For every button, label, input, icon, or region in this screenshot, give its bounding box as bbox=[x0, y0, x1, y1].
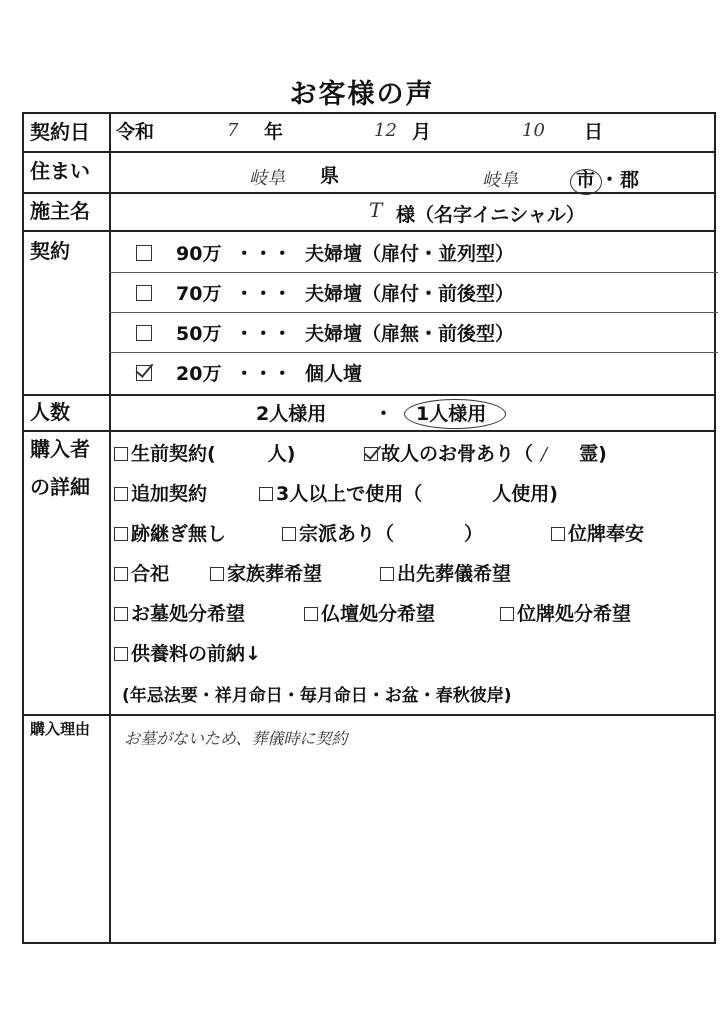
option-label: 3人以上で使用（ bbox=[276, 483, 423, 505]
page-title: お客様の声 bbox=[289, 79, 435, 110]
plan-dots: ・・・ bbox=[234, 323, 292, 345]
people-one[interactable]: 1人様用 bbox=[416, 403, 487, 425]
sect-option[interactable] bbox=[282, 520, 483, 548]
joint-option[interactable] bbox=[114, 560, 169, 588]
buyer-details-label-1: 購入者 bbox=[30, 437, 90, 461]
altar-disposal-option[interactable] bbox=[304, 600, 435, 628]
offering-note: (年忌法要・祥月命日・毎月命日・お盆・春秋彼岸) bbox=[122, 686, 512, 706]
day-unit: 日 bbox=[584, 121, 604, 143]
row-divider bbox=[109, 312, 718, 313]
plan-price: 20万 bbox=[176, 363, 222, 385]
people-separator: ・ bbox=[374, 403, 394, 425]
row-divider bbox=[24, 430, 714, 432]
row-divider bbox=[24, 394, 714, 396]
option-label: お墓処分希望 bbox=[131, 603, 246, 625]
plan-checkbox[interactable] bbox=[136, 285, 152, 301]
plan-dots: ・・・ bbox=[234, 283, 292, 305]
year-unit: 年 bbox=[264, 121, 284, 143]
option-label: 生前契約( bbox=[131, 443, 216, 465]
label-column-divider bbox=[109, 114, 111, 942]
checkbox[interactable] bbox=[114, 567, 128, 581]
plan-price: 90万 bbox=[176, 243, 222, 265]
plan-desc: 夫婦壇（扉無・前後型） bbox=[304, 323, 514, 345]
row-divider bbox=[24, 151, 714, 153]
checkbox[interactable] bbox=[551, 527, 565, 541]
plan-price: 50万 bbox=[176, 323, 222, 345]
option-unit: 霊) bbox=[579, 443, 607, 465]
reason-text: お墓がないため、葬儀時に契約 bbox=[124, 729, 348, 748]
option-label: 追加契約 bbox=[131, 483, 208, 505]
checkbox-checked[interactable] bbox=[364, 447, 378, 461]
family-funeral-option[interactable] bbox=[210, 560, 322, 588]
option-unit: 人) bbox=[267, 443, 296, 465]
additional-contract-option[interactable] bbox=[114, 480, 207, 508]
outside-funeral-option[interactable] bbox=[380, 560, 511, 588]
checkbox[interactable] bbox=[282, 527, 296, 541]
plan-checkbox[interactable] bbox=[136, 325, 152, 341]
owner-name-label: 施主名 bbox=[30, 199, 90, 223]
option-label: 供養料の前納↓ bbox=[131, 643, 261, 665]
plan-option[interactable] bbox=[136, 240, 514, 268]
people-selected-circle bbox=[404, 399, 506, 429]
owner-initial: T bbox=[369, 198, 383, 222]
option-unit: ） bbox=[464, 523, 484, 545]
checkbox[interactable] bbox=[500, 607, 514, 621]
prefecture-unit: 県 bbox=[320, 165, 340, 187]
owner-suffix: 様（名字イニシャル） bbox=[396, 204, 585, 226]
city-selected-circle bbox=[570, 169, 602, 195]
county-unit: 郡 bbox=[620, 169, 640, 191]
checkbox[interactable] bbox=[210, 567, 224, 581]
plan-option[interactable] bbox=[136, 280, 514, 308]
plan-checkbox[interactable] bbox=[136, 245, 152, 261]
address-separator: ・ bbox=[600, 169, 620, 191]
row-divider bbox=[24, 230, 714, 232]
checkbox[interactable] bbox=[380, 567, 394, 581]
address-label: 住まい bbox=[30, 159, 90, 183]
checkbox[interactable] bbox=[304, 607, 318, 621]
contract-date-label: 契約日 bbox=[30, 120, 90, 144]
row-divider bbox=[109, 352, 718, 353]
survey-form bbox=[22, 112, 716, 944]
day-value: 10 bbox=[522, 120, 545, 141]
option-label: 合祀 bbox=[131, 563, 170, 585]
people-two[interactable]: 2人様用 bbox=[256, 403, 327, 425]
contract-label: 契約 bbox=[30, 239, 70, 263]
plan-option[interactable] bbox=[136, 360, 362, 388]
plan-checkbox-checked[interactable] bbox=[136, 365, 152, 381]
option-label: 宗派あり（ bbox=[299, 523, 395, 545]
option-label: 故人のお骨あり（ bbox=[381, 443, 534, 465]
month-value: 12 bbox=[374, 120, 397, 141]
plan-desc: 個人壇 bbox=[304, 363, 362, 385]
checkbox[interactable] bbox=[114, 647, 128, 661]
checkbox[interactable] bbox=[114, 487, 128, 501]
city-value: 岐阜 bbox=[482, 170, 518, 191]
tablet-enshrine-option[interactable] bbox=[551, 520, 644, 548]
option-label: 跡継ぎ無し bbox=[131, 523, 227, 545]
city-unit: 市 bbox=[576, 169, 596, 191]
option-label: 出先葬儀希望 bbox=[397, 563, 512, 585]
plan-desc: 夫婦壇（扉付・前後型） bbox=[304, 283, 514, 305]
option-label: 位牌処分希望 bbox=[517, 603, 632, 625]
era-text: 令和 bbox=[116, 121, 155, 143]
option-label: 仏壇処分希望 bbox=[321, 603, 436, 625]
buyer-details-label-2: の詳細 bbox=[30, 475, 90, 499]
month-unit: 月 bbox=[412, 121, 432, 143]
plan-price: 70万 bbox=[176, 283, 222, 305]
reason-label: 購入理由 bbox=[30, 720, 91, 738]
option-label: 家族葬希望 bbox=[227, 563, 323, 585]
row-divider bbox=[24, 714, 714, 716]
tablet-disposal-option[interactable] bbox=[500, 600, 631, 628]
checkbox[interactable] bbox=[259, 487, 273, 501]
checkbox[interactable] bbox=[114, 607, 128, 621]
plan-option[interactable] bbox=[136, 320, 514, 348]
prefecture-value: 岐阜 bbox=[249, 168, 285, 189]
checkbox[interactable] bbox=[114, 447, 128, 461]
plan-desc: 夫婦壇（扉付・並列型） bbox=[304, 243, 514, 265]
row-divider bbox=[109, 272, 718, 273]
checkbox[interactable] bbox=[114, 527, 128, 541]
plan-dots: ・・・ bbox=[234, 243, 292, 265]
pre-contract-option[interactable] bbox=[114, 440, 295, 468]
deceased-bones-option[interactable] bbox=[364, 440, 607, 469]
three-plus-option[interactable] bbox=[259, 480, 558, 508]
no-successor-option[interactable] bbox=[114, 520, 226, 548]
plan-dots: ・・・ bbox=[234, 363, 292, 385]
option-label: 位牌奉安 bbox=[568, 523, 645, 545]
grave-disposal-option[interactable] bbox=[114, 600, 245, 628]
people-label: 人数 bbox=[30, 400, 70, 424]
year-value: 7 bbox=[227, 120, 239, 141]
offering-option[interactable] bbox=[114, 640, 261, 668]
deceased-count: / bbox=[541, 444, 548, 465]
option-unit: 人使用) bbox=[492, 483, 558, 505]
